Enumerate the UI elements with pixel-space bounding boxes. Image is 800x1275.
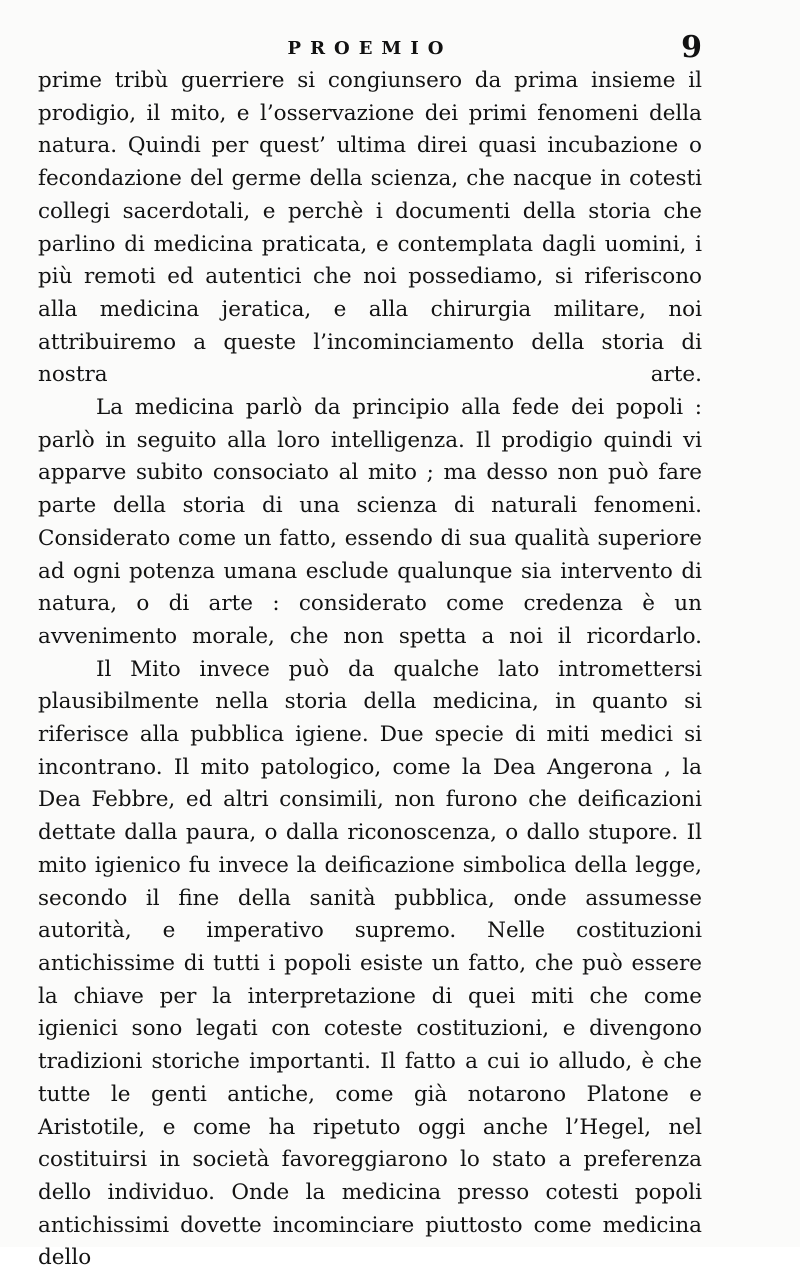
paragraph-1: prime tribù guerriere si congiunsero da prima insieme il prodigio, il mito, e l’osservazione dei primi fenomeni della natura. Quindi per quest’ ultima direi quasi incubazione o fecondazione del germe della scienza, che nacque in cotesti collegi sacerdotali, e perchè i documenti della storia che parlino di medicina praticata, e contemplata dagli uomini, i più remoti ed autentici che noi possediamo, si riferiscono alla medicina jeratica, e alla chirurgia militare, noi attribuiremo a queste l’incominciamento della storia di nostra arte.	[38, 68, 702, 388]
running-title: PROEMIO	[287, 38, 453, 59]
page-header	[38, 30, 702, 70]
paragraph-2: La medicina parlò da principio alla fede dei popoli : parlò in seguito alla loro intelligenza. Il prodigio quindi vi apparve subito consociato al mito ; ma desso non può fare parte della storia di una scienza di naturali fenomeni. Considerato come un fatto, essendo di sua qualità superiore ad ogni potenza umana esclude qualunque sia intervento di natura, o di arte : considerato come credenza è un avvenimento morale, che non spetta a noi il ricordarlo.	[38, 395, 702, 649]
body-text	[38, 65, 702, 1275]
paragraph-3: Il Mito invece può da qualche lato intromettersi plausibilmente nella storia della medicina, in quanto si riferisce alla pubblica igiene. Due specie di miti medici si incontrano. Il mito patologico, come la Dea Angerona , la Dea Febbre, ed altri consimili, non furono che deificazioni dettate dalla paura, o dalla riconoscenza, o dallo stupore. Il mito igienico fu invece la deificazione simbolica della legge, secondo il fine della sanità pubblica, onde assumesse autorità, e imperativo supremo. Nelle costituzioni antichissime di tutti i popoli esiste un fatto, che può essere la chiave per la interpretazione di quei miti che come igienici sono legati con coteste costituzioni, e divengono tradizioni storiche importanti. Il fatto a cui io alludo, è che tutte le genti antiche, come già notarono Platone e Aristotile, e come ha ripetuto oggi anche l’Hegel, nel costituirsi in società favoreggiarono lo stato a preferenza dello individuo. Onde la medicina presso cotesti popoli antichissimi dovette incominciare piuttosto come medicina dello	[38, 656, 702, 1271]
page-number: 9	[681, 30, 702, 65]
